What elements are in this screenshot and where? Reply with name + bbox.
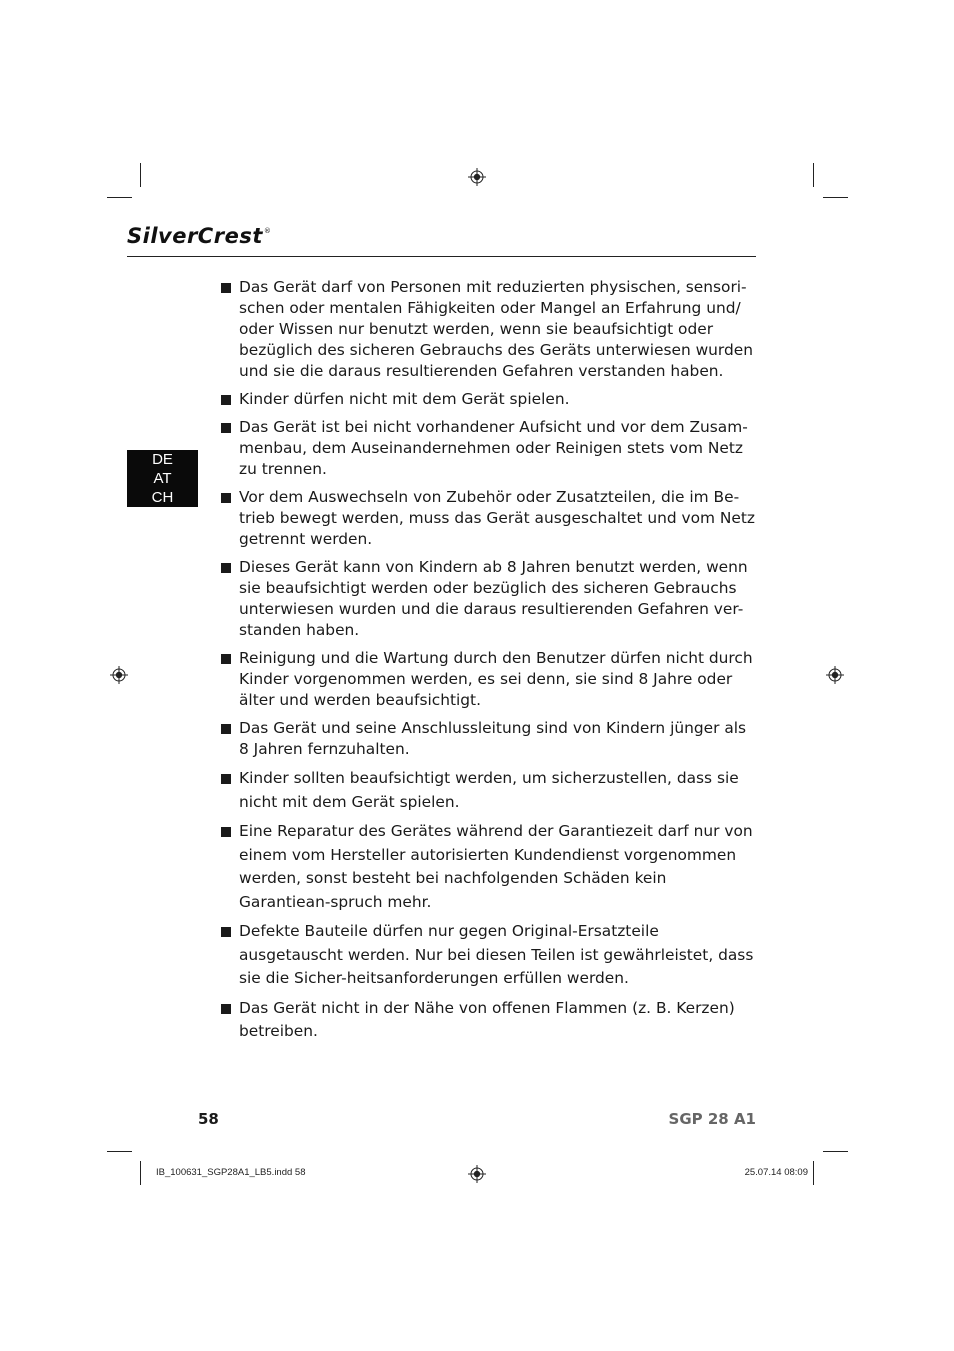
list-item xyxy=(220,920,760,991)
list-item-text: Kinder sollten beaufsichtigt werden, um sicherzustellen, dass sie nicht mit dem Gerät spielen. xyxy=(239,769,739,811)
language-de: DE xyxy=(152,451,173,468)
bullet-square-icon xyxy=(221,654,231,664)
registration-mark-icon xyxy=(110,666,128,684)
bullet-square-icon xyxy=(221,827,231,837)
registered-mark: ® xyxy=(263,227,272,235)
list-item-text: Das Gerät darf von Personen mit reduzierten physischen, sensori-schen oder mentalen Fähigkeiten oder Mangel an Erfahrung und/ oder Wissen nur benutzt werden, wenn sie beaufsichtigt oder bezüglich des sicheren Gebrauchs des Geräts unterwiesen wurden und sie die daraus resultierenden Gefahren verstanden haben. xyxy=(239,278,753,380)
list-item xyxy=(220,718,760,760)
crop-mark xyxy=(813,163,814,187)
list-item xyxy=(220,417,760,480)
list-item-text: Vor dem Auswechseln von Zubehör oder Zusatzteilen, die im Be-trieb bewegt werden, muss das Gerät ausgeschaltet und vom Netz getrennt werden. xyxy=(239,488,756,548)
bullet-square-icon xyxy=(221,774,231,784)
language-at: AT xyxy=(153,470,172,487)
list-item xyxy=(220,820,760,914)
crop-mark xyxy=(140,163,141,187)
bullet-square-icon xyxy=(221,1004,231,1014)
bullet-square-icon xyxy=(221,927,231,937)
print-slug-datetime: 25.07.14 08:09 xyxy=(744,1167,808,1178)
bullet-square-icon xyxy=(221,563,231,573)
brand-logo xyxy=(127,224,271,248)
print-slug-file: IB_100631_SGP28A1_LB5.indd 58 xyxy=(156,1167,306,1178)
list-item xyxy=(220,648,760,711)
header-divider xyxy=(127,256,756,257)
registration-mark-icon xyxy=(468,168,486,186)
bullet-square-icon xyxy=(221,423,231,433)
list-item xyxy=(220,767,760,814)
list-item-text: Eine Reparatur des Gerätes während der Garantiezeit darf nur von einem vom Hersteller autorisierten Kundendienst vorgenommen werden, sonst besteht bei nachfolgenden Schäden kein Garantiean-spruch mehr. xyxy=(239,822,753,911)
registration-mark-icon xyxy=(468,1165,486,1183)
crop-mark xyxy=(107,197,132,198)
list-item xyxy=(220,389,760,410)
language-ch: CH xyxy=(151,489,174,506)
list-item xyxy=(220,277,760,382)
list-item-text: Das Gerät und seine Anschlussleitung sind von Kindern jünger als 8 Jahren fernzuhalten. xyxy=(239,719,747,758)
page-number: 58 xyxy=(198,1110,219,1128)
list-item-text: Kinder dürfen nicht mit dem Gerät spielen. xyxy=(239,390,570,408)
list-item-text: Defekte Bauteile dürfen nur gegen Original-Ersatzteile ausgetauscht werden. Nur bei diesen Teilen ist gewährleistet, dass sie die Sicher-heitsanforderungen erfüllen werden. xyxy=(239,922,754,987)
bullet-square-icon xyxy=(221,283,231,293)
safety-instructions-list xyxy=(220,277,760,1050)
model-number: SGP 28 A1 xyxy=(668,1110,756,1128)
crop-mark xyxy=(813,1161,814,1185)
list-item-text: Das Gerät ist bei nicht vorhandener Aufsicht und vor dem Zusam-menbau, dem Auseinandernehmen oder Reinigen stets vom Netz zu trennen. xyxy=(239,418,748,478)
list-item xyxy=(220,487,760,550)
language-tab xyxy=(127,450,198,507)
brand-name: SilverCrest xyxy=(127,224,263,248)
registration-mark-icon xyxy=(826,666,844,684)
list-item-text: Das Gerät nicht in der Nähe von offenen Flammen (z. B. Kerzen) betreiben. xyxy=(239,998,735,1040)
list-item-text: Reinigung und die Wartung durch den Benutzer dürfen nicht durch Kinder vorgenommen werden, es sei denn, sie sind 8 Jahre oder älter und werden beaufsichtigt. xyxy=(239,649,753,709)
list-item xyxy=(220,557,760,641)
bullet-square-icon xyxy=(221,395,231,405)
crop-mark xyxy=(140,1161,141,1185)
bullet-square-icon xyxy=(221,724,231,734)
bullet-square-icon xyxy=(221,493,231,503)
list-item xyxy=(220,997,760,1044)
crop-mark xyxy=(823,1151,848,1152)
list-item-text: Dieses Gerät kann von Kindern ab 8 Jahren benutzt werden, wenn sie beaufsichtigt werden oder bezüglich des sicheren Gebrauchs unterwiesen wurden und die daraus resultierenden Gefahren ver-standen haben. xyxy=(239,558,748,639)
crop-mark xyxy=(823,197,848,198)
crop-mark xyxy=(107,1151,132,1152)
